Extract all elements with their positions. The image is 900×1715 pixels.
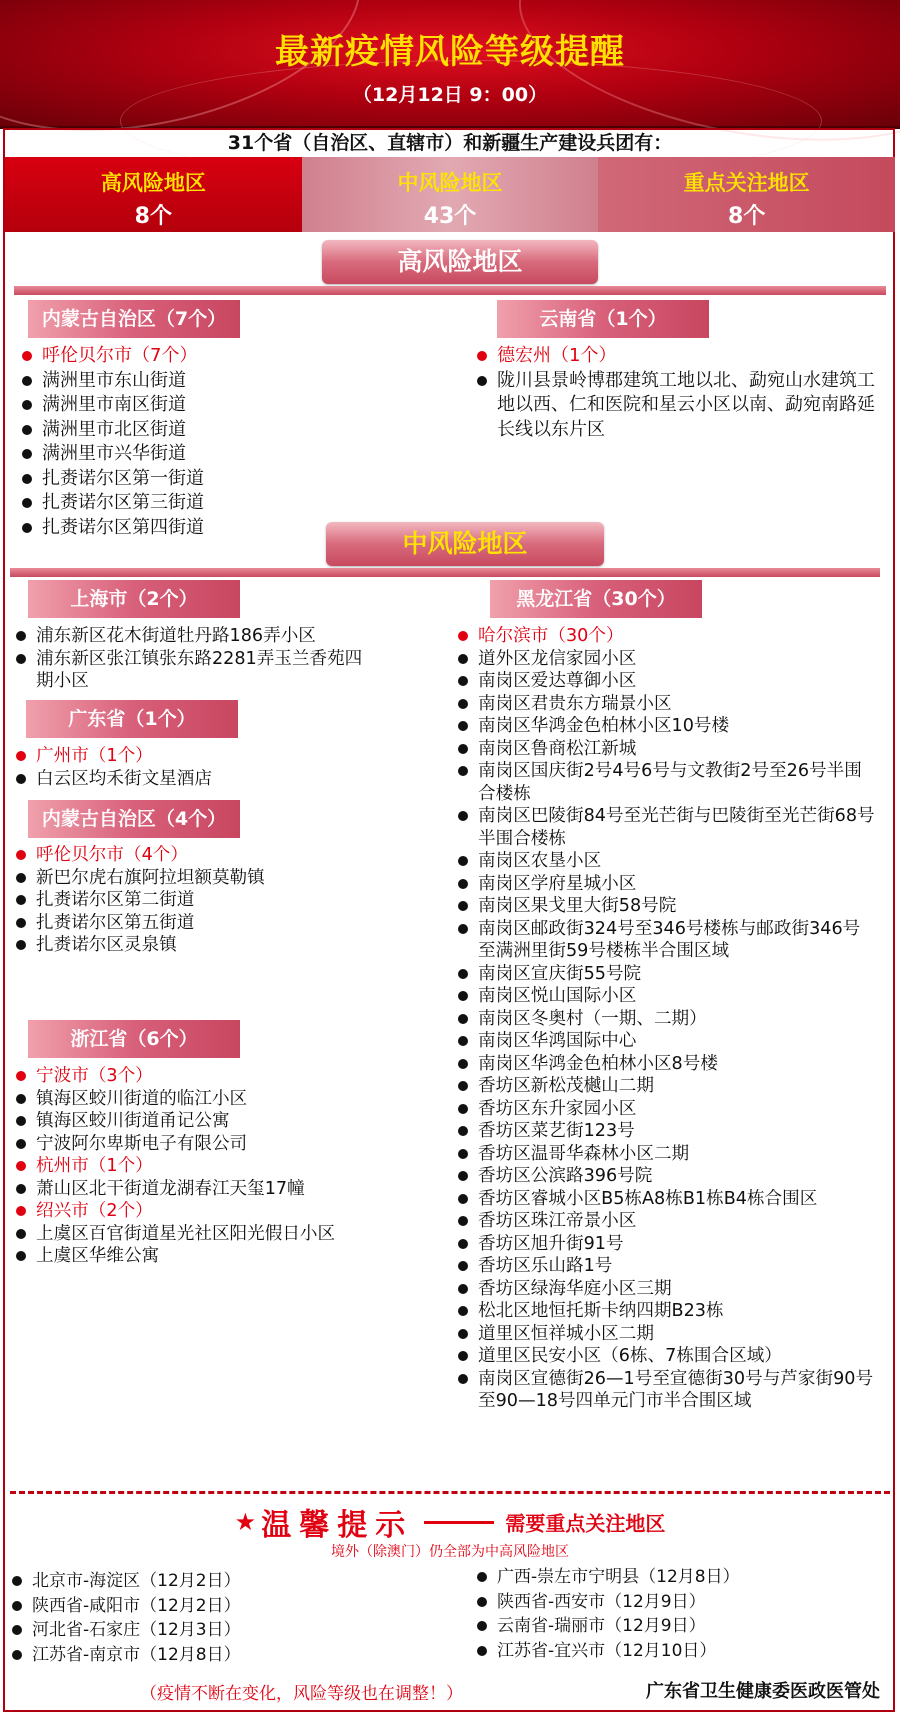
mid-risk-list-guangdong (14, 745, 414, 790)
city-label: 绍兴市（2个） (14, 1200, 434, 1223)
tips-dash (424, 1521, 494, 1524)
page-title: 最新疫情风险等级提醒 (275, 32, 625, 72)
list-item: 南岗区冬奥村（一期、二期） (456, 1008, 876, 1031)
list-item: 扎赉诺尔区第一街道 (20, 467, 420, 492)
list-item: 陕西省-西安市（12月9日） (475, 1590, 885, 1615)
list-item: 香坊区绿海华庭小区三期 (456, 1278, 876, 1301)
tips-note: 境外（除澳门）仍全部为中高风险地区 (331, 1544, 569, 1560)
mid-risk-list-neimenggu (14, 844, 414, 957)
list-item: 道里区恒祥城小区二期 (456, 1323, 876, 1346)
region-shanghai: 上海市（2个） (28, 580, 240, 618)
list-item: 南岗区华鸿金色柏林小区10号楼 (456, 715, 876, 738)
summary-label: 重点关注地区 (683, 171, 810, 195)
footer-note: （疫情不断在变化，风险等级也在调整！） (140, 1684, 463, 1704)
city-label: 广州市（1个） (14, 745, 414, 768)
list-item: 南岗区农垦小区 (456, 850, 876, 873)
mid-risk-list-heilongjiang (456, 625, 876, 1413)
tips-subheading: 需要重点关注地区 (505, 1511, 666, 1536)
list-item: 扎赉诺尔区第五街道 (14, 912, 414, 935)
list-item: 满洲里市兴华街道 (20, 442, 420, 467)
summary-band (5, 157, 895, 232)
list-item: 香坊区新松茂樾山二期 (456, 1075, 876, 1098)
list-item: 萧山区北干街道龙湖春江天玺17幢 (14, 1178, 434, 1201)
list-item: 河北省-石家庄（12月3日） (10, 1618, 430, 1643)
list-item: 南岗区果戈里大街58号院 (456, 895, 876, 918)
list-item: 香坊区东升家园小区 (456, 1098, 876, 1121)
summary-label: 中风险地区 (397, 171, 503, 195)
list-item: 香坊区公滨路396号院 (456, 1165, 876, 1188)
list-item: 南岗区鲁商松江新城 (456, 738, 876, 761)
list-item: 香坊区旭升街91号 (456, 1233, 876, 1256)
list-item: 南岗区国庆街2号4号6号与文教街2号至26号半围合楼栋 (456, 760, 876, 805)
tips-heading: 温馨提示 (261, 1508, 414, 1543)
list-item: 上虞区华维公寓 (14, 1245, 434, 1268)
tips-list-left (10, 1569, 430, 1667)
list-item: 南岗区君贵东方瑞景小区 (456, 693, 876, 716)
intro-text: 31个省（自治区、直辖市）和新疆生产建设兵团有： (227, 132, 673, 154)
list-item: 北京市-海淀区（12月2日） (10, 1569, 430, 1594)
section-divider (14, 286, 886, 295)
high-risk-banner: 高风险地区 (322, 240, 598, 284)
mid-risk-list-shanghai (14, 625, 374, 693)
star-icon: ★ (234, 1508, 257, 1536)
list-item: 香坊区睿城小区B5栋A8栋B1栋B4栋合围区 (456, 1188, 876, 1211)
list-item: 道里区民安小区（6栋、7栋围合区域） (456, 1345, 876, 1368)
region-guangdong: 广东省（1个） (26, 700, 238, 738)
list-item: 陕西省-咸阳市（12月2日） (10, 1594, 430, 1619)
city-label: 宁波市（3个） (14, 1065, 434, 1088)
list-item: 云南省-瑞丽市（12月9日） (475, 1614, 885, 1639)
mid-risk-banner: 中风险地区 (326, 522, 604, 566)
list-item: 镇海区蛟川街道甬记公寓 (14, 1110, 434, 1133)
city-label: 德宏州（1个） (475, 344, 875, 369)
list-item: 广西-崇左市宁明县（12月8日） (475, 1565, 885, 1590)
region-neimenggu-high: 内蒙古自治区（7个） (28, 300, 240, 338)
list-item: 松北区地恒托斯卡纳四期B23栋 (456, 1300, 876, 1323)
list-item: 浦东新区花木街道牡丹路186弄小区 (14, 625, 374, 648)
list-item: 宁波阿尔卑斯电子有限公司 (14, 1133, 434, 1156)
list-item: 南岗区华鸿国际中心 (456, 1030, 876, 1053)
list-item: 满洲里市南区街道 (20, 393, 420, 418)
region-neimenggu-mid: 内蒙古自治区（4个） (28, 800, 240, 838)
list-item: 镇海区蛟川街道的临江小区 (14, 1088, 434, 1111)
list-item: 白云区均禾街文星酒店 (14, 768, 414, 791)
list-item: 香坊区菜艺街123号 (456, 1120, 876, 1143)
list-item: 香坊区乐山路1号 (456, 1255, 876, 1278)
list-item: 江苏省-宜兴市（12月10日） (475, 1639, 885, 1664)
list-item: 扎赉诺尔区灵泉镇 (14, 934, 414, 957)
summary-high-risk (5, 157, 302, 232)
city-label: 杭州市（1个） (14, 1155, 434, 1178)
list-item: 陇川县景岭博郡建筑工地以北、勐宛山水建筑工地以西、仁和医院和星云小区以南、勐宛南路延长线以东片区 (475, 369, 875, 443)
list-item: 扎赉诺尔区第二街道 (14, 889, 414, 912)
list-item: 扎赉诺尔区第四街道 (20, 516, 420, 541)
high-risk-list-yunnan (475, 344, 875, 442)
region-zhejiang: 浙江省（6个） (28, 1020, 240, 1058)
high-risk-list-neimenggu (20, 344, 420, 540)
tips-list-right (475, 1565, 885, 1663)
list-item: 道外区龙信家园小区 (456, 648, 876, 671)
header-banner (0, 0, 900, 129)
list-item: 南岗区宣庆街55号院 (456, 963, 876, 986)
dashed-divider (10, 1491, 890, 1494)
city-label: 呼伦贝尔市（7个） (20, 344, 420, 369)
list-item: 南岗区邮政街324号至346号楼栋与邮政街346号至满洲里街59号楼栋半合围区域 (456, 918, 876, 963)
list-item: 满洲里市东山街道 (20, 369, 420, 394)
list-item: 南岗区悦山国际小区 (456, 985, 876, 1008)
section-divider (10, 568, 880, 577)
list-item: 南岗区华鸿金色柏林小区8号楼 (456, 1053, 876, 1076)
list-item: 满洲里市北区街道 (20, 418, 420, 443)
summary-mid-risk (302, 157, 599, 232)
footer-org: 广东省卫生健康委医政医管处 (646, 1681, 880, 1702)
list-item: 南岗区爱达尊御小区 (456, 670, 876, 693)
summary-label: 高风险地区 (100, 171, 206, 195)
list-item: 南岗区宣德街26—1号至宣德街30号与芦家街90号至90—18号四单元门市半合围区域 (456, 1368, 876, 1413)
region-yunnan-high: 云南省（1个） (497, 300, 709, 338)
summary-count: 8个 (728, 204, 766, 229)
city-label: 哈尔滨市（30个） (456, 625, 876, 648)
update-time: （12月12日 9：00） (352, 84, 548, 106)
list-item: 南岗区巴陵街84号至光芒街与巴陵街至光芒街68号半围合楼栋 (456, 805, 876, 850)
summary-count: 43个 (423, 204, 477, 229)
summary-key-attention (598, 157, 895, 232)
list-item: 香坊区珠江帝景小区 (456, 1210, 876, 1233)
list-item: 浦东新区张江镇张东路2281弄玉兰香苑四期小区 (14, 648, 374, 693)
tips-title (0, 1500, 900, 1544)
mid-risk-list-zhejiang (14, 1065, 434, 1268)
city-label: 呼伦贝尔市（4个） (14, 844, 414, 867)
list-item: 上虞区百官街道星光社区阳光假日小区 (14, 1223, 434, 1246)
list-item: 扎赉诺尔区第三街道 (20, 491, 420, 516)
summary-count: 8个 (134, 204, 172, 229)
list-item: 香坊区温哥华森林小区二期 (456, 1143, 876, 1166)
list-item: 江苏省-南京市（12月8日） (10, 1643, 430, 1668)
list-item: 南岗区学府星城小区 (456, 873, 876, 896)
list-item: 新巴尔虎右旗阿拉坦额莫勒镇 (14, 867, 414, 890)
region-heilongjiang: 黑龙江省（30个） (490, 580, 702, 618)
